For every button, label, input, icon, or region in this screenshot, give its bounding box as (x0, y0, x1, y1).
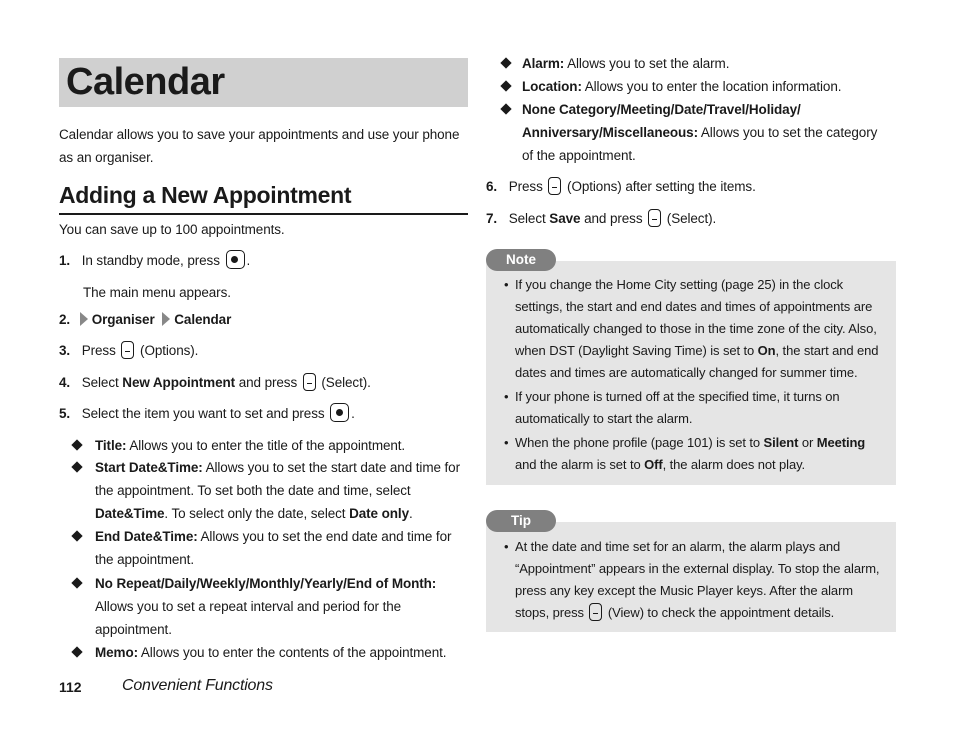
soft-key-icon (121, 341, 134, 359)
item-memo: Memo: Allows you to enter the contents of the appointment. (95, 645, 447, 660)
section-heading: Adding a New Appointment (59, 182, 352, 208)
item-start-datetime: Start Date&Time: Allows you to set the start date and time for the appointment. To set both the date and time, select Date&Time. To select only the date, select Date only. (95, 460, 460, 521)
note-bullet-2: • If your phone is turned off at the specified time, it turns on automatically to start the alarm. (504, 389, 840, 426)
item-end-datetime: End Date&Time: Allows you to set the end date and time for the appointment. (95, 529, 452, 567)
footer-section-name: Convenient Functions (122, 677, 273, 694)
tip-label: Tip (486, 510, 556, 532)
diamond-bullet-icon (71, 646, 82, 657)
step-7: 7. Select Save and press (Select). (486, 211, 717, 226)
step-4: 4. Select New Appointment and press (Select). (59, 375, 371, 390)
diamond-bullet-icon (71, 577, 82, 588)
item-location: Location: Allows you to enter the location information. (522, 79, 842, 94)
center-select-key-icon (330, 403, 349, 422)
center-select-key-icon (226, 250, 245, 269)
diamond-bullet-icon (71, 530, 82, 541)
section-intro: You can save up to 100 appointments. (59, 222, 285, 237)
step-6: 6. Press (Options) after setting the items. (486, 179, 756, 194)
step-2: 2. Organiser Calendar (59, 312, 232, 327)
note-bullet-3: • When the phone profile (page 101) is set to Silent or Meeting and the alarm is set to Off, the alarm does not play. (504, 435, 866, 472)
menu-arrow-icon (80, 312, 88, 326)
diamond-bullet-icon (71, 461, 82, 472)
step-1-result: The main menu appears. (83, 285, 231, 300)
intro-paragraph: Calendar allows you to save your appointments and use your phone as an organiser. (59, 127, 460, 165)
soft-key-icon (648, 209, 661, 227)
step-3: 3. Press (Options). (59, 343, 199, 358)
soft-key-icon (303, 373, 316, 391)
heading-rule (59, 213, 468, 215)
item-title: Title: Allows you to enter the title of the appointment. (95, 438, 406, 453)
step-1: 1. In standby mode, press . (59, 249, 250, 272)
soft-key-icon (548, 177, 561, 195)
diamond-bullet-icon (500, 57, 511, 68)
page-title: Calendar (66, 61, 225, 103)
menu-arrow-icon (162, 312, 170, 326)
diamond-bullet-icon (500, 103, 511, 114)
step-5: 5. Select the item you want to set and press . (59, 402, 355, 425)
title-banner (59, 58, 468, 107)
item-alarm: Alarm: Allows you to set the alarm. (522, 56, 730, 71)
menu-path-calendar: Calendar (174, 312, 232, 327)
diamond-bullet-icon (71, 439, 82, 450)
menu-path-organiser: Organiser (91, 312, 155, 327)
page-number: 112 (59, 679, 82, 695)
note-label: Note (486, 249, 556, 271)
item-repeat: No Repeat/Daily/Weekly/Monthly/Yearly/End of Month: Allows you to set a repeat interval and period for the appointment. (95, 576, 437, 637)
diamond-bullet-icon (500, 80, 511, 91)
soft-key-icon (589, 603, 602, 621)
step-number: 1. (59, 253, 71, 268)
note-bullet-1: • If you change the Home City setting (page 25) in the clock settings, the start and end dates and times of appointments are automatically changed to those in the time zone of the city. Also, when DST (Daylight Saving Time) is set to On, the start and end dates and times are automatically changed for summer time. (504, 277, 879, 380)
tip-bullet: • At the date and time set for an alarm, the alarm plays and “Appointment” appears in the external display. To stop the alarm, press any key except the Music Player keys. After the alarm stops, press (View) to check the appointment details. (504, 539, 880, 620)
item-category: None Category/Meeting/Date/Travel/Holiday/ Anniversary/Miscellaneous: Allows you to set the category of the appointment. (522, 102, 878, 163)
